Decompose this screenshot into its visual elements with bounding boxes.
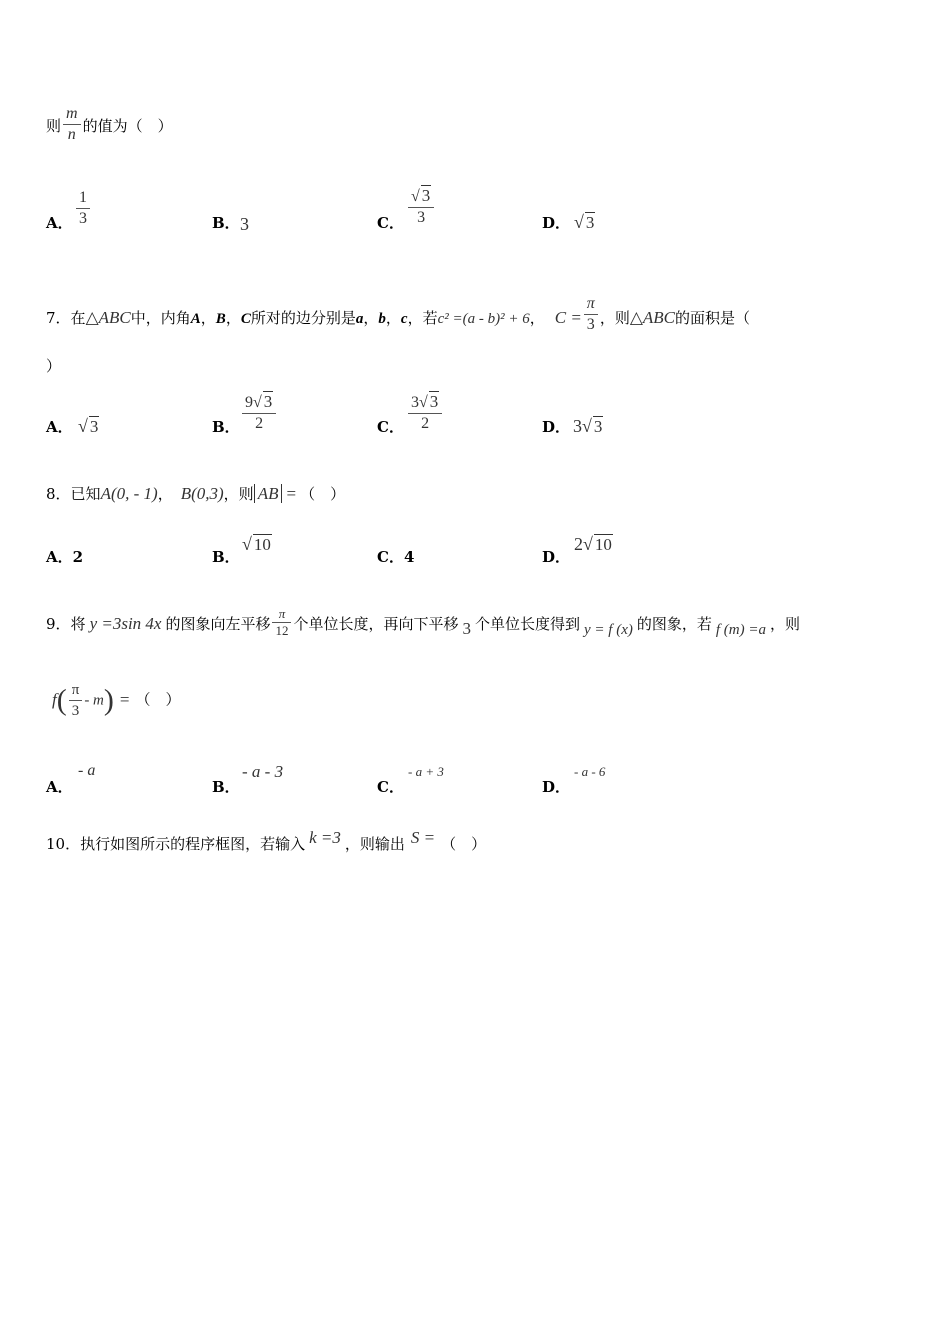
q7-question-line: 7．在△ABC中，内角A，B，C所对的边分别是a，b，c，若c² =(a - b)² + 6， C = $\frac{\pi}{3}$ ，则△ABC的面积是（ [46,295,751,333]
q9-option-c-label: C． [377,778,404,796]
q8-question-line: 8．已知A(0, - 1)， B(0,3)，则 AB = （ ） [46,484,346,503]
q8-abs-ab: AB [254,484,283,503]
q7-option-b-value: $\frac{9√ 3}{2}$ [242,392,276,434]
q6-option-a-value: $\frac{1}{3}$ [76,188,90,229]
q6-option-b-value: 3 [240,214,249,234]
q9-option-a-value: - a [78,762,96,779]
q9-question-line-2: f( $\frac{\pi}{3}$ - m) = （ ） [52,682,181,719]
q6-suffix: 的值为（ ） [82,117,173,135]
q6-fraction [63,104,81,145]
q9-number: 9． [46,615,71,633]
q6-option-d-value: √ 3 [574,212,595,232]
q6-option-c-label: C． [377,214,404,232]
q6-option-b-label: B． [212,214,240,232]
q9-func-3: f (m) =a [715,622,767,638]
q8-option-c-label: C．4 [377,548,415,566]
q9-arg-frac: $\frac{\pi}{3}$ [69,680,83,721]
q9-option-b-value: - a - 3 [242,762,284,781]
q8-point-a: A(0, - 1) [100,484,158,503]
q9-option-c-value: - a + 3 [408,764,444,779]
q9-option-d-value: - a - 6 [574,764,606,779]
q6-question-line [46,104,173,145]
q10-number: 10． [46,835,81,853]
q6-frac-den: n [63,124,81,145]
q9-option-d-label: D． [542,778,571,796]
q9-shift-frac: $\frac{\pi}{12}$ [272,606,291,639]
q9-f: f [52,689,57,709]
q7-option-a-label: A． [46,418,73,436]
q8-option-b-label: B． [212,548,240,566]
q7-angle-frac: $\frac{\pi}{3}$ [584,294,598,335]
q7-option-c-label: C． [377,418,404,436]
q8-point-b: B(0,3) [180,484,224,503]
q8-option-d-label: D． [542,548,571,566]
q7-equation: c² =(a - b)² + 6 [437,311,530,327]
q6-option-d-label: D． [542,214,571,232]
q8-number: 8． [46,485,71,503]
q6-option-a-label: A． [46,214,73,232]
q6-option-c-value: $\frac{√ 3}{3}$ [408,186,434,228]
q7-option-a-value: √ 3 [78,416,99,436]
q7-number: 7． [46,309,71,327]
q8-option-a-label: A．2 [46,548,84,566]
q7-option-c-value: $\frac{3√ 3}{2}$ [408,392,442,434]
q10-input-k: k =3 [309,828,341,847]
q7-option-b-label: B． [212,418,240,436]
q7-close-paren: ） [46,357,62,375]
q9-option-a-label: A． [46,778,73,796]
q8-option-b-value: √ 10 [242,534,271,554]
q9-option-b-label: B． [212,778,240,796]
q10-question-line: 10．执行如图所示的程序框图，若输入 k =3 ，则输出 S = （ ） [46,828,487,853]
q8-option-d-value: 2√ 10 [574,534,612,554]
q10-output-s: S = [410,828,436,847]
q7-option-d-value: 3√ 3 [573,416,603,436]
q7-triangle: △ABC [85,308,131,327]
q9-func-1: y =3sin 4x [89,614,162,633]
q9-question-line: 9．将 y =3sin 4x 的图象向左平移 $\frac{\pi}{12}$ 个单位长度，再向下平移 3 个单位长度得到 y = f (x) 的图象，若 f (m) =a ，则 [46,606,801,638]
q6-prefix: 则 [46,117,62,135]
q7-angle-lhs: C = [554,308,582,327]
q7-option-d-label: D． [542,418,571,436]
q9-func-2: y = f (x) [584,622,633,638]
q6-frac-num: m [66,105,78,122]
q9-minus-m: - m [84,692,104,709]
q9-down-value: 3 [462,619,471,638]
